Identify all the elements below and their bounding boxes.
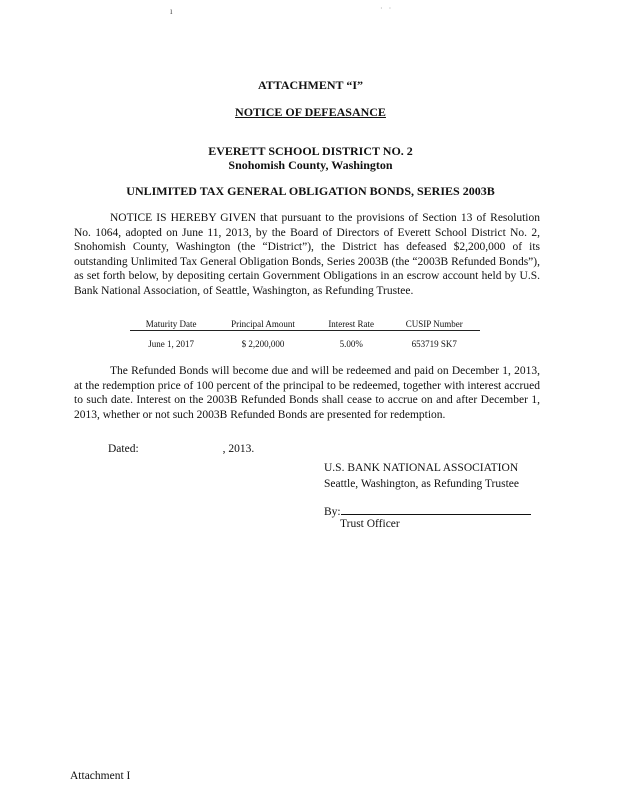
scan-mark-right: · · — [380, 4, 394, 13]
page-footer: Attachment I — [70, 770, 131, 782]
col-interest-rate: Interest Rate — [314, 319, 389, 331]
redemption-paragraph: The Refunded Bonds will become due and will be redeemed and paid on December 1, 2013, at the redemption price of 100 percent of the principal to be redeemed, together with interest accrued to such date. Interest on the 2003B Refunded Bonds shall cease to accrue on and after December 1, 2013, whether or not such 2003B Refunded Bonds are presented for redemption. — [74, 365, 540, 421]
trustee-role: Seattle, Washington, as Refunding Trustee — [324, 478, 519, 490]
trustee-bank-name: U.S. BANK NATIONAL ASSOCIATION — [324, 462, 519, 474]
bonds-title: UNLIMITED TAX GENERAL OBLIGATION BONDS, SERIES 2003B — [126, 184, 495, 198]
dated-label: Dated: — [108, 443, 139, 455]
county-name: Snohomish County, Washington — [228, 158, 393, 172]
cell-interest-rate: 5.00% — [339, 339, 363, 349]
col-maturity-date: Maturity Date — [130, 319, 212, 331]
signature-blank — [341, 504, 531, 515]
district-name: EVERETT SCHOOL DISTRICT NO. 2 — [208, 144, 413, 158]
scan-mark-left: ı — [170, 6, 173, 16]
cell-cusip-number: 653719 SK7 — [411, 339, 457, 349]
dated-line — [108, 443, 254, 455]
table-row — [130, 331, 480, 350]
cell-maturity-date: June 1, 2017 — [148, 339, 194, 349]
district-block — [0, 144, 621, 172]
table-header-row — [130, 319, 480, 331]
notice-title: NOTICE OF DEFEASANCE — [235, 105, 386, 119]
col-cusip-number: CUSIP Number — [389, 319, 480, 331]
by-label: By: — [324, 506, 341, 518]
dated-year: , 2013. — [222, 443, 255, 455]
signature-line — [324, 504, 531, 518]
trust-officer-title: Trust Officer — [340, 518, 400, 530]
notice-paragraph: NOTICE IS HEREBY GIVEN that pursuant to the provisions of Section 13 of Resolution No. 1064, adopted on June 11, 2013, by the Board of Directors of Everett School District No. 2, Snohomish County, Washington (the “District”), the District has defeased $2,200,000 of its outstanding Unlimited Tax General Obligation Bonds, Series 2003B (the “2003B Refunded Bonds”), as set forth below, by depositing certain Government Obligations in an escrow account held by U.S. Bank National Association, of Seattle, Washington, as Refunding Trustee. — [74, 212, 540, 297]
attachment-title: ATTACHMENT “I” — [257, 78, 363, 92]
bonds-table — [130, 319, 480, 349]
col-principal-amount: Principal Amount — [212, 319, 314, 331]
cell-principal-amount: $ 2,200,000 — [241, 339, 285, 349]
